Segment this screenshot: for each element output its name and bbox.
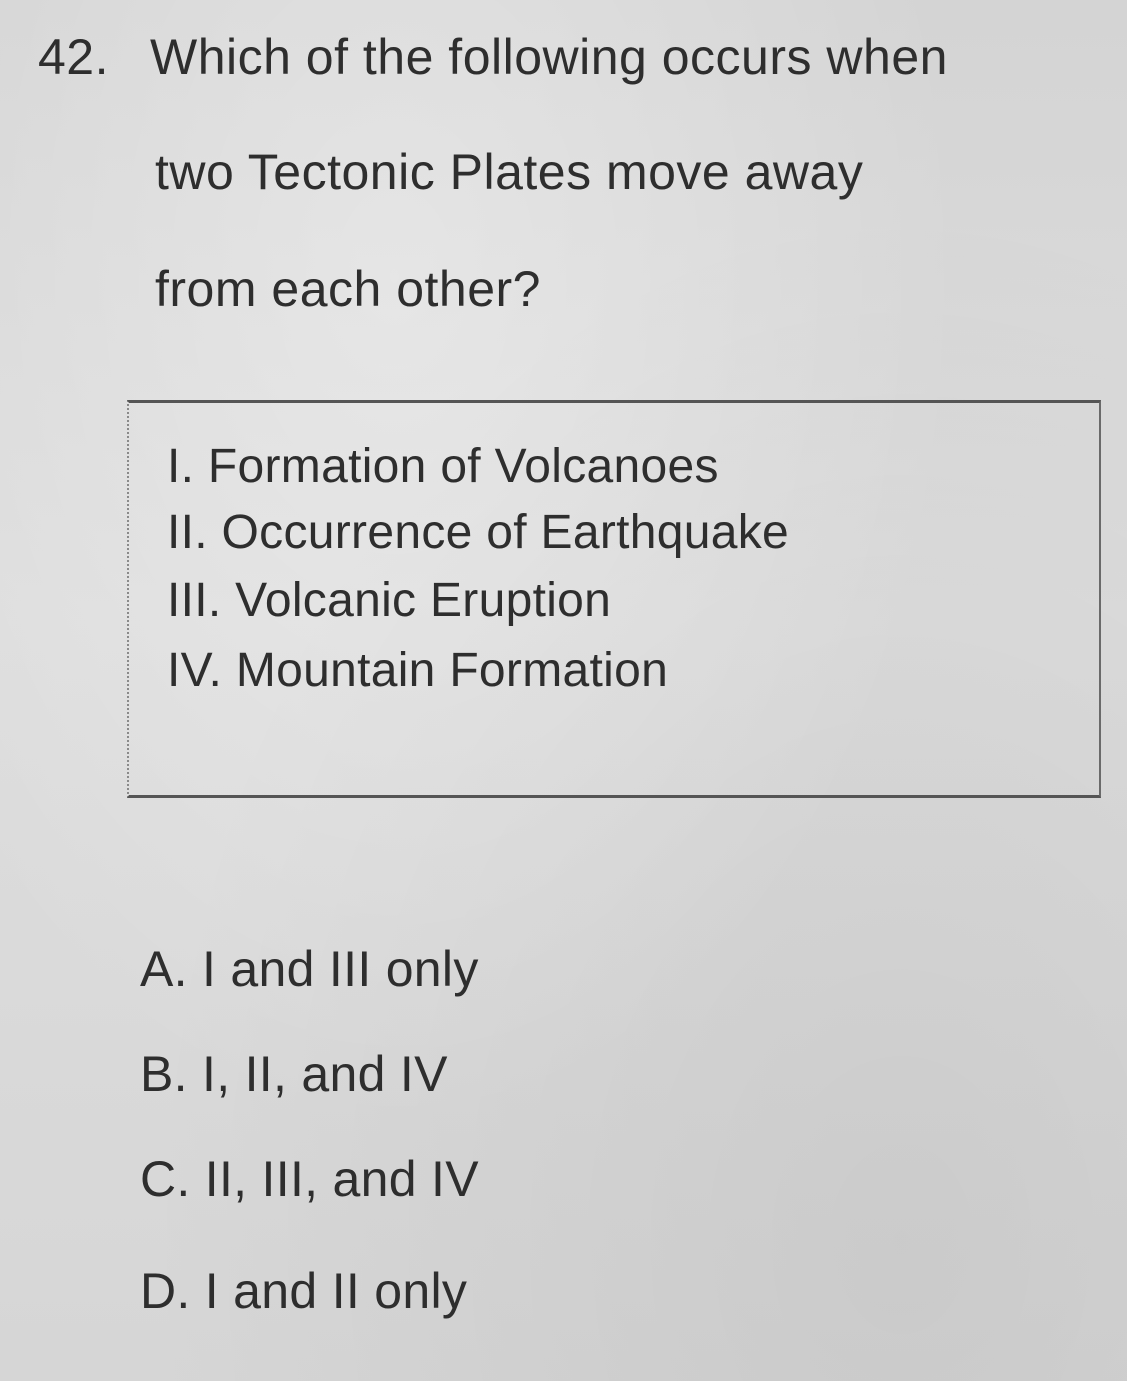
question-text-line-2: two Tectonic Plates move away xyxy=(155,144,864,200)
question-text-line-1: Which of the following occurs when xyxy=(150,29,948,85)
answer-choice-b[interactable]: B. I, II, and IV xyxy=(140,1046,448,1102)
answer-choice-d[interactable]: D. I and II only xyxy=(140,1263,468,1319)
question-text-line-3: from each other? xyxy=(155,261,541,317)
statement-ii: II. Occurrence of Earthquake xyxy=(167,506,790,559)
statement-iv: IV. Mountain Formation xyxy=(167,644,669,697)
statements-box xyxy=(127,400,1101,798)
statement-i: I. Formation of Volcanoes xyxy=(167,440,719,493)
answer-choice-a[interactable]: A. I and III only xyxy=(140,941,479,997)
question-number: 42. xyxy=(38,29,110,85)
statement-iii: III. Volcanic Eruption xyxy=(167,574,612,627)
answer-choice-c[interactable]: C. II, III, and IV xyxy=(140,1151,479,1207)
